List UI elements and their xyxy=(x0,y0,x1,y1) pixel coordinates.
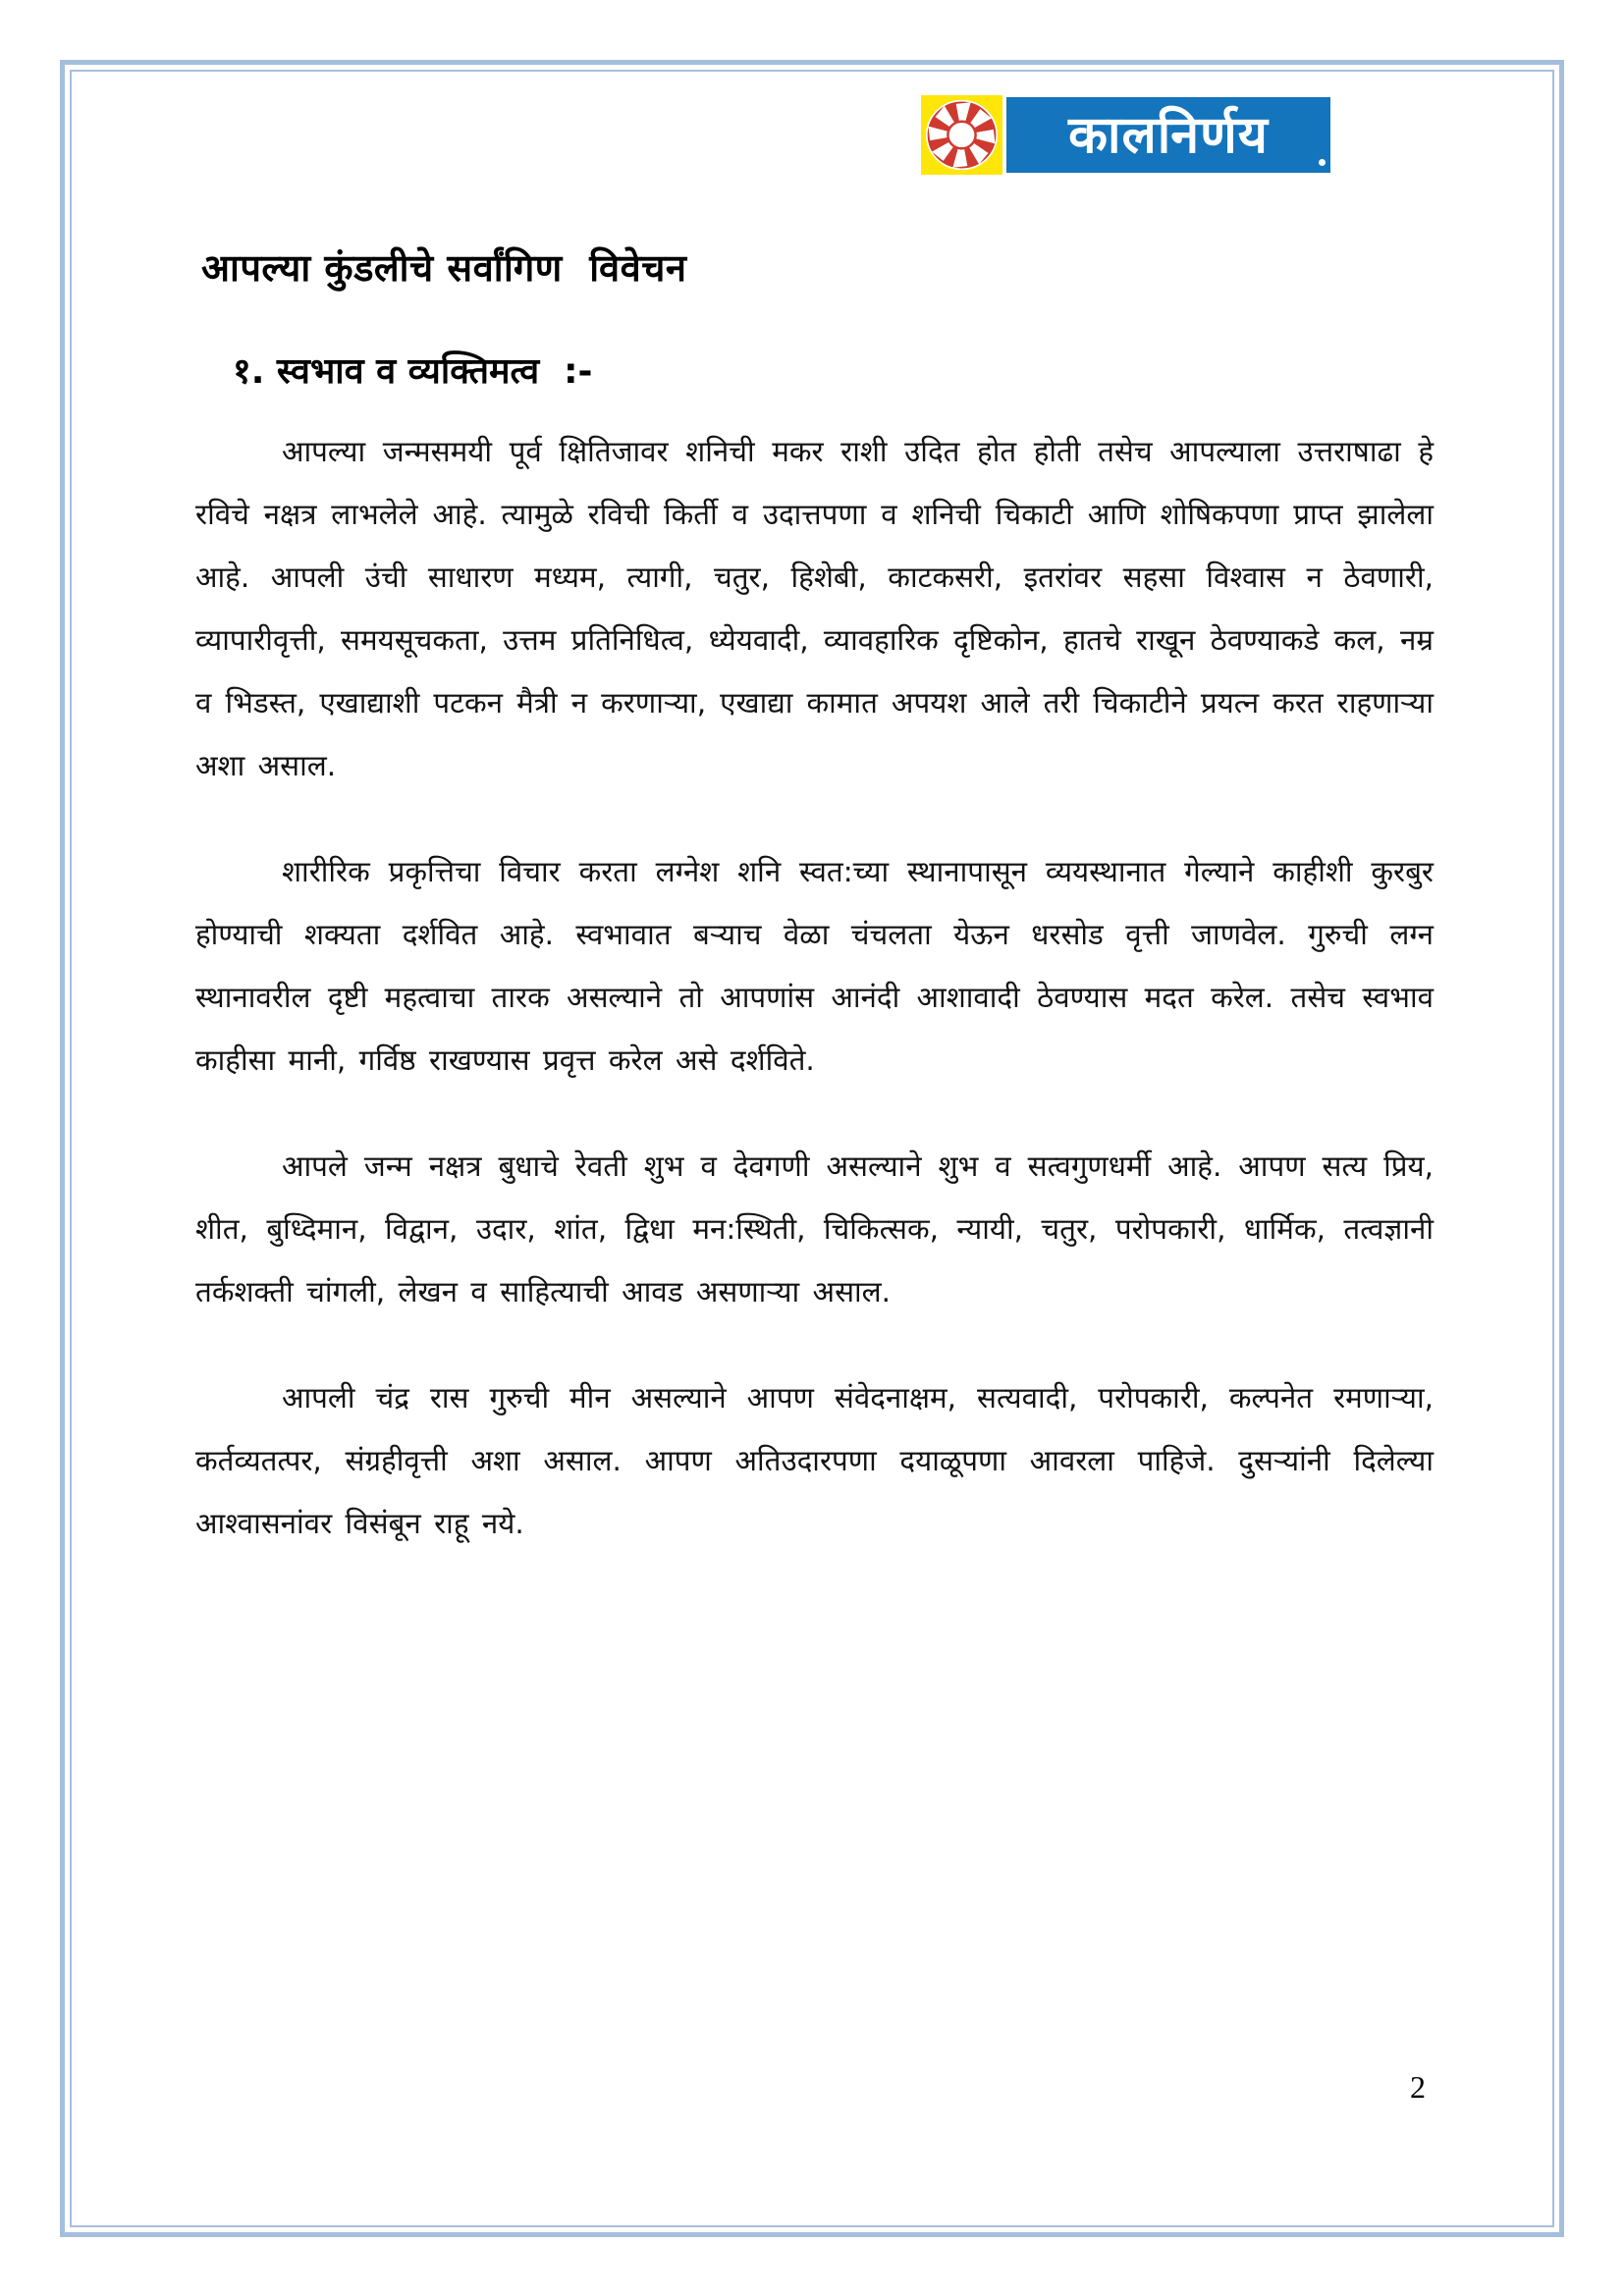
body-paragraph-4: आपली चंद्र रास गुरुची मीन असल्याने आपण संवेदनाक्षम, सत्यवादी, परोपकारी, कल्पनेत रमणाऱ्या, कर्तव्यतत्पर, संग्रहीवृत्ती अशा असाल. आपण अतिउदारपणा दयाळूपणा आवरला पाहिजे. दुसऱ्यांनी दिलेल्या आश्वासनांवर विसंबून राहू नये. xyxy=(195,1381,1434,1540)
report-body xyxy=(195,420,1434,1598)
sun-emblem-icon xyxy=(921,95,1002,175)
section-heading: १. स्वभाव व व्यक्तिमत्व :- xyxy=(233,351,593,392)
body-paragraph-1: आपल्या जन्मसमयी पूर्व क्षितिजावर शनिची मकर राशी उदित होत होती तसेच आपल्याला उत्तराषाढा हे रविचे नक्षत्र लाभलेले आहे. त्यामुळे रविची किर्ती व उदात्तपणा व शनिची चिकाटी आणि शोषिकपणा प्राप्त झालेला आहे. आपली उंची साधारण मध्यम, त्यागी, चतुर, हिशेबी, काटकसरी, इतरांवर सहसा विश्वास न ठेवणारी, व्यापारीवृत्ती, समयसूचकता, उत्तम प्रतिनिधित्व, ध्येयवादी, व्यावहारिक दृष्टिकोन, हातचे राखून ठेवण्याकडे कल, नम्र व भिडस्त, एखाद्याशी पटकन मैत्री न करणाऱ्या, एखाद्या कामात अपयश आले तरी चिकाटीने प्रयत्न करत राहणाऱ्या अशा असाल. xyxy=(195,435,1434,782)
logo-wordmark-box xyxy=(1006,97,1330,173)
page-title: आपल्या कुंडलीचे सर्वांगिण विवेचन xyxy=(201,246,687,290)
body-paragraph-3: आपले जन्म नक्षत्र बुधाचे रेवती शुभ व देवगणी असल्याने शुभ व सत्वगुणधर्मी आहे. आपण सत्य प्रिय, शीत, बुध्दिमान, विद्वान, उदार, शांत, द्विधा मन:स्थिती, चिकित्सक, न्यायी, चतुर, परोपकारी, धार्मिक, तत्वज्ञानी तर्कशक्ती चांगली, लेखन व साहित्याची आवड असणाऱ्या असाल. xyxy=(195,1149,1434,1308)
trademark-dot-icon xyxy=(1319,159,1326,166)
kalnirnay-logo xyxy=(921,95,1330,175)
brand-name: कालनिर्णय xyxy=(1068,105,1269,165)
page-number: 2 xyxy=(1410,2069,1426,2105)
body-paragraph-2: शारीरिक प्रकृत्तिचा विचार करता लग्नेश शनि स्वत:च्या स्थानापासून व्ययस्थानात गेल्याने काहीशी कुरबुर होण्याची शक्यता दर्शवित आहे. स्वभावात बऱ्याच वेळा चंचलता येऊन धरसोड वृत्ती जाणवेल. गुरुची लग्न स्थानावरील दृष्टी महत्वाचा तारक असल्याने तो आपणांस आनंदी आशावादी ठेवण्यास मदत करेल. तसेच स्वभाव काहीसा मानी, गर्विष्ठ राखण्यास प्रवृत्त करेल असे दर्शविते. xyxy=(195,855,1434,1077)
